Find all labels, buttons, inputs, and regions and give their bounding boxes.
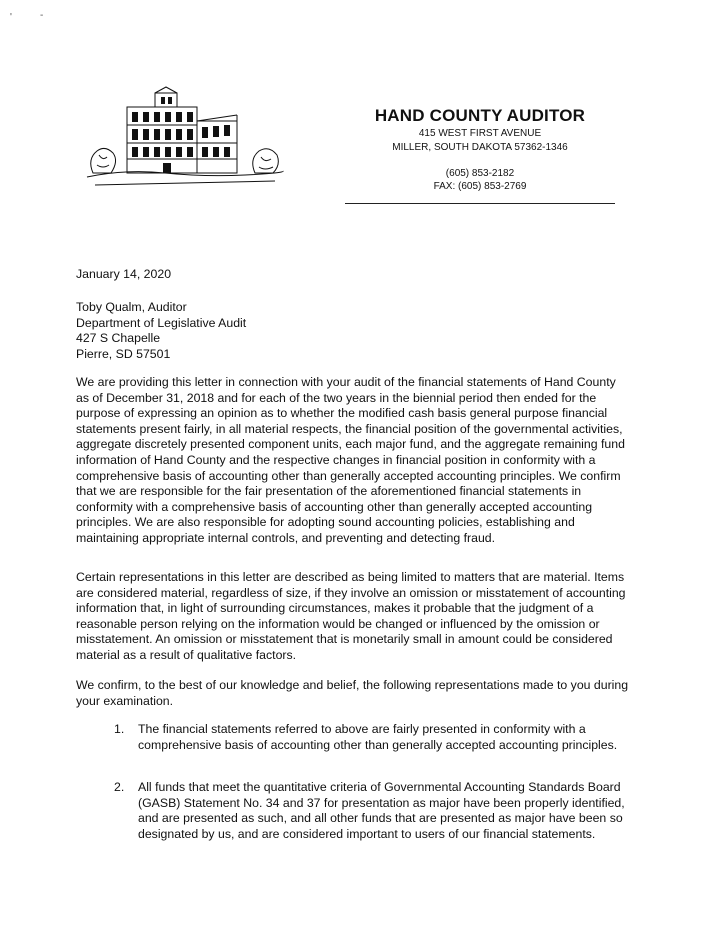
paragraph-materiality: Certain representations in this letter are described as being limited to matters that are material. Items are considered material, regardless of size, if they involve an omission or misstatement of accounting information that, in light of surrounding circumstances, makes it probable that the judgment of a reasonable person relying on the information would be changed or influenced by the omission or misstatement. An omission or misstatement that is monetarily small in amount could be considered material as a result of qualitative factors.: [76, 570, 626, 662]
item-number: 1.: [114, 722, 125, 736]
letter-date: January 14, 2020: [76, 267, 172, 281]
letterhead-city: MILLER, SOUTH DAKOTA 57362-1346: [392, 142, 568, 153]
courthouse-logo-icon: [85, 85, 285, 195]
letterhead-divider: [345, 203, 615, 204]
item-text: All funds that meet the quantitative criteria of Governmental Accounting Standards Board (GASB) Statement No. 34 and 37 for presentation as major have been properly identified, and are presented as such, and all other funds that are presented as major have been so designated by us, and are considered important to users of our financial statements.: [138, 780, 625, 841]
recipient-address: [76, 300, 631, 362]
recipient-department: Department of Legislative Audit: [76, 315, 247, 330]
paragraph-confirmation: We confirm, to the best of our knowledge and belief, the following representations made to you during your examination.: [76, 678, 629, 708]
letterhead-street: 415 WEST FIRST AVENUE: [418, 128, 542, 139]
recipient-street: 427 S Chapelle: [76, 331, 161, 346]
paragraph-purpose: We are providing this letter in connection with your audit of the financial statements of Hand County as of December 31, 2018 and for each of the two years in the biennial period then ended for the purpose of expressing an opinion as to whether the modified cash basis general purpose financial statements present fairly, in all material respects, the financial position of the governmental activities, aggregate discretely presented component units, each major fund, and the aggregate remaining fund information of Hand County and the respective changes in financial position in conformity with a comprehensive basis of accounting other than generally accepted accounting principles. We confirm that we are responsible for the fair presentation of the aforementioned financial statements in conformity with a comprehensive basis of accounting other than generally accepted accounting principles. We are also responsible for adopting sound accounting policies, establishing and maintaining appropriate internal controls, and preventing and detecting fraud.: [76, 375, 625, 545]
item-number: 2.: [114, 780, 125, 794]
recipient-name: Toby Qualm, Auditor: [76, 300, 187, 314]
letterhead-phone: (605) 853-2182: [445, 168, 515, 179]
scan-speck: -: [40, 10, 44, 21]
recipient-city: Pierre, SD 57501: [76, 346, 171, 361]
letterhead-title: HAND COUNTY AUDITOR: [374, 106, 586, 125]
item-text: The financial statements referred to above are fairly presented in conformity with a comprehensive basis of accounting other than generally accepted accounting principles.: [138, 722, 618, 752]
scan-speck: ': [10, 12, 12, 23]
letterhead-fax: FAX: (605) 853-2769: [433, 181, 527, 192]
